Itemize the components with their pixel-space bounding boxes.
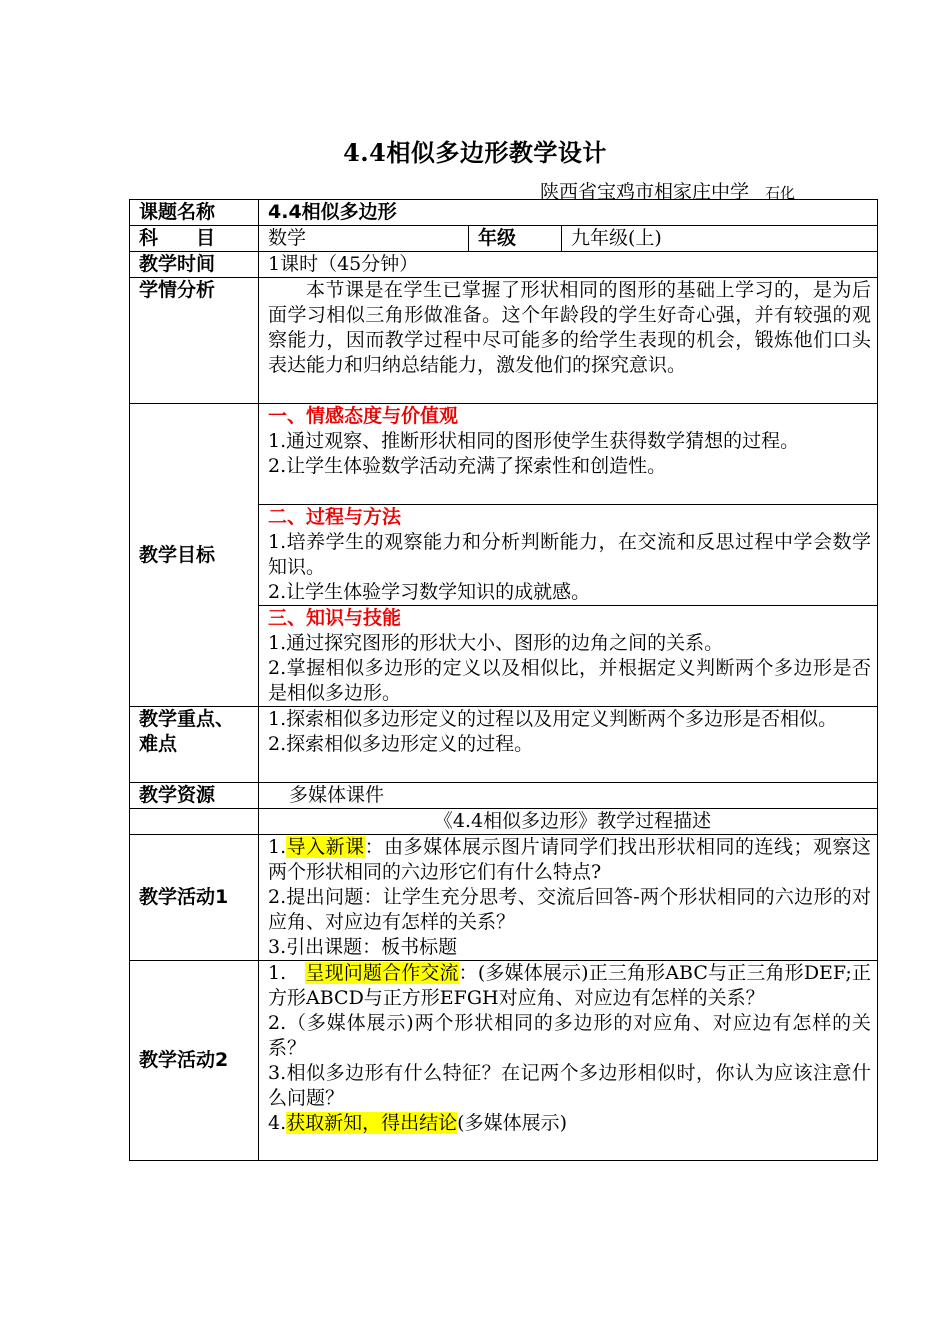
subject-value: 数学 [259, 226, 469, 252]
row-resources [130, 783, 878, 809]
row-course [130, 200, 878, 226]
goal-item: 2.让学生体验学习数学知识的成就感。 [268, 581, 591, 603]
goal-item: 2.让学生体验数学活动充满了探索性和创造性。 [268, 455, 667, 477]
goal-item: 2.掌握相似多边形的定义以及相似比，并根据定义判断两个多边形是否是相似多边形。 [268, 657, 872, 704]
resources-value: 多媒体课件 [259, 783, 878, 809]
lesson-plan-table [129, 199, 878, 1161]
goal-item: 1.通过观察、推断形状相同的图形使学生获得数学猜想的过程。 [268, 430, 800, 452]
activity1-line-3: 3.引出课题：板书标题 [268, 936, 458, 958]
analysis-cell [259, 278, 878, 404]
grade-value: 九年级(上) [562, 226, 878, 252]
analysis-text: 本节课是在学生已掌握了形状相同的图形的基础上学习的，是为后面学习相似三角形做准备。这个年龄段的学生好奇心强，并有较强的观察能力，因而教学过程中尽可能多的给学生表现的机会，锻炼他们口头表达能力和归纳总结能力，激发他们的探究意识。 [268, 279, 872, 376]
activity1-cell [259, 835, 878, 961]
activity1-label: 教学活动1 [130, 835, 259, 961]
course-label: 课题名称 [130, 200, 259, 226]
keypoints-label [130, 707, 259, 783]
activity1-line1-prefix: 1. [268, 836, 287, 858]
goal-section-1 [259, 404, 878, 505]
activity2-line-3: 3.相似多边形有什么特征？在记两个多边形相似时，你认为应该注意什么问题？ [268, 1062, 872, 1109]
row-subject [130, 226, 878, 252]
row-analysis [130, 278, 878, 404]
row-process-title [130, 809, 878, 835]
activity2-line-2: 2.（多媒体展示)两个形状相同的多边形的对应角、对应边有怎样的关系？ [268, 1012, 872, 1059]
activity2-line4-highlight: 获取新知，得出结论 [286, 1112, 458, 1134]
author-name: 石化 [765, 184, 796, 202]
analysis-label: 学情分析 [130, 278, 259, 404]
activity1-line1-rest: ：由多媒体展示图片请同学们找出形状相同的连线；观察这两个形状相同的六边形它们有什么特点? [268, 836, 871, 883]
time-label: 教学时间 [130, 252, 259, 278]
subject-label: 科 目 [130, 226, 259, 252]
page-title: 4.4相似多边形教学设计 [343, 138, 607, 167]
goal-item: 1.通过探究图形的形状大小、图形的边角之间的关系。 [268, 632, 724, 654]
grade-label: 年级 [469, 226, 562, 252]
goals-label: 教学目标 [130, 404, 259, 707]
keypoints-label-line-2: 难点 [139, 733, 178, 755]
activity2-line1-highlight: 呈现问题合作交流 [305, 962, 459, 984]
activity2-line-1 [268, 961, 871, 1011]
keypoint-item: 1.探索相似多边形定义的过程以及用定义判断两个多边形是否相似。 [268, 708, 838, 730]
activity2-cell [259, 961, 878, 1161]
activity2-line4-rest: (多媒体展示) [457, 1112, 567, 1134]
process-title-blank [130, 809, 259, 835]
activity1-line1-highlight: 导入新课 [286, 836, 365, 858]
row-keypoints [130, 707, 878, 783]
time-value: 1课时（45分钟） [259, 252, 878, 278]
activity1-line-2: 2.提出问题：让学生充分思考、交流后回答-两个形状相同的六边形的对应角、对应边有怎样的关系？ [268, 886, 872, 933]
row-goals-1 [130, 404, 878, 505]
keypoint-item: 2.探索相似多边形定义的过程。 [268, 733, 534, 755]
goal-heading-2: 二、过程与方法 [268, 506, 402, 528]
goal-section-3 [259, 606, 878, 707]
course-value: 4.4相似多边形 [259, 200, 878, 226]
keypoints-cell [259, 707, 878, 783]
school-name: 陕西省宝鸡市相家庄中学 [540, 181, 750, 203]
activity2-line-4 [268, 1111, 871, 1136]
resources-label: 教学资源 [130, 783, 259, 809]
keypoints-label-line-1: 教学重点、 [139, 708, 235, 730]
goal-heading-1: 一、情感态度与价值观 [268, 405, 459, 427]
activity2-label: 教学活动2 [130, 961, 259, 1161]
row-activity-2 [130, 961, 878, 1161]
row-time [130, 252, 878, 278]
goal-heading-3: 三、知识与技能 [268, 607, 402, 629]
activity1-line-1 [268, 835, 871, 885]
goal-section-2 [259, 505, 878, 606]
process-title: 《4.4相似多边形》教学过程描述 [259, 809, 878, 835]
activity2-line1-prefix: 1. [268, 962, 306, 984]
activity2-line4-prefix: 4. [268, 1112, 287, 1134]
goal-item: 1.培养学生的观察能力和分析判断能力，在交流和反思过程中学会数学知识。 [268, 531, 872, 578]
row-activity-1 [130, 835, 878, 961]
activity2-line1-rest: ：(多媒体展示)正三角形ABC与正三角形DEF;正方形ABCD与正方形EFGH对应角、对应边有怎样的关系？ [268, 962, 871, 1009]
